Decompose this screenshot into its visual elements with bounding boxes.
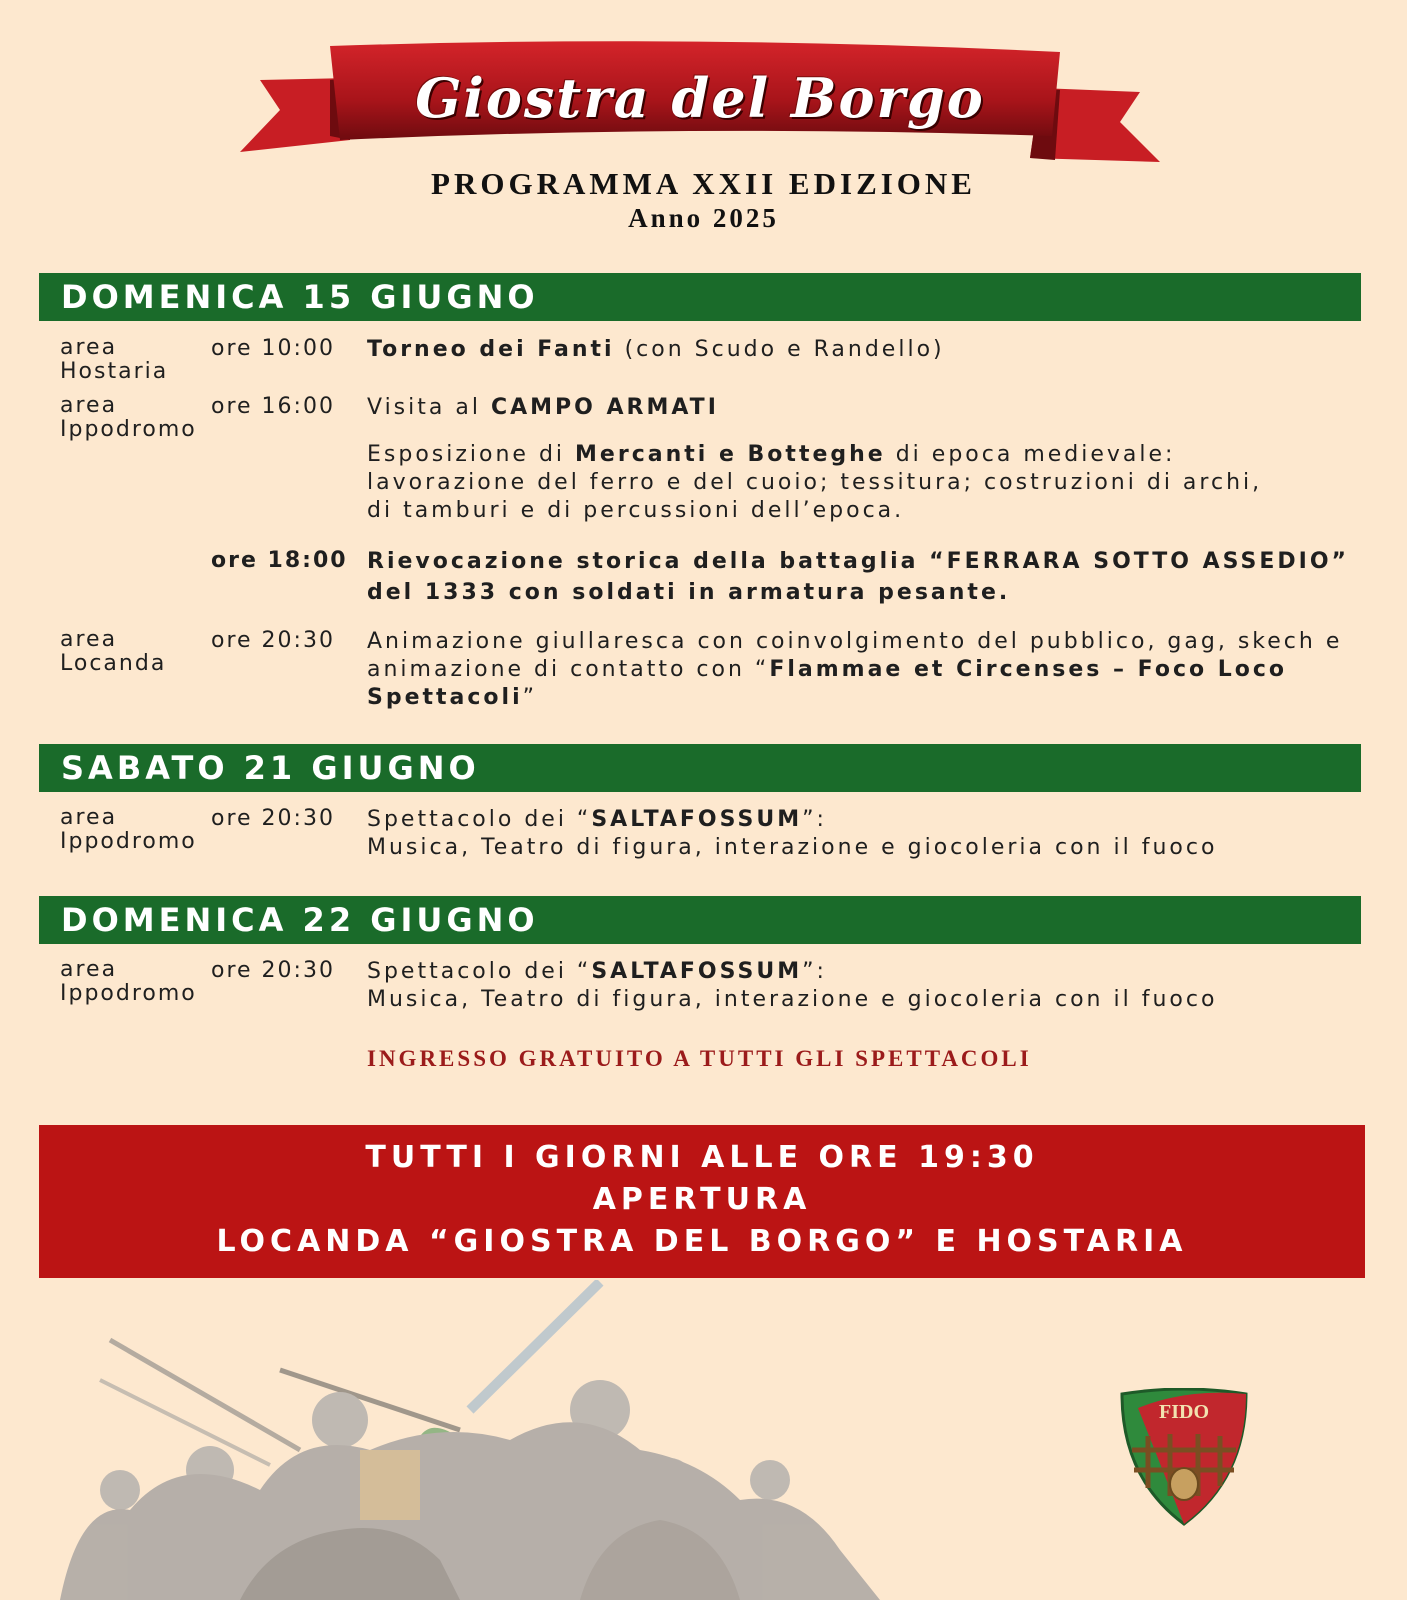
desc-text: di epoca medievale: xyxy=(885,442,1176,467)
event-area xyxy=(60,394,197,442)
desc-line: Rievocazione storica della battaglia “FERRARA SOTTO ASSEDIO” xyxy=(367,549,1350,574)
desc-line: Musica, Teatro di figura, interazione e giocoleria con il fuoco xyxy=(367,835,1218,860)
fido-crest-logo xyxy=(1118,1388,1250,1528)
event-description xyxy=(367,546,1357,608)
area-label: area xyxy=(60,805,118,830)
area-name: Ippodromo xyxy=(60,829,197,854)
program-year: Anno 2025 xyxy=(628,203,779,233)
desc-line: di tamburi e di percussioni dell’epoca. xyxy=(367,498,905,523)
event-time: ore 10:00 xyxy=(211,336,335,361)
event-text: Visita al xyxy=(367,395,491,420)
desc-bold: Flammae et Circenses – Foco Loco xyxy=(769,657,1288,682)
free-entry-note: INGRESSO GRATUITO A TUTTI GLI SPETTACOLI xyxy=(367,1046,1032,1071)
area-name: Ippodromo xyxy=(60,981,197,1006)
event-time: ore 18:00 xyxy=(211,548,348,573)
event-description xyxy=(367,394,1357,422)
area-name: Ippodromo xyxy=(60,417,197,442)
area-name: Hostaria xyxy=(60,359,169,384)
title-banner xyxy=(240,40,1160,170)
area-name: Locanda xyxy=(60,651,167,676)
desc-text: ”: xyxy=(802,959,827,984)
desc-line: lavorazione del ferro e del cuoio; tessitura; costruzioni di archi, xyxy=(367,470,1263,495)
day-header-21-giugno: SABATO 21 GIUGNO xyxy=(39,744,1361,792)
event-description xyxy=(367,806,1357,862)
notice-line: TUTTI I GIORNI ALLE ORE 19:30 xyxy=(365,1140,1039,1175)
desc-text: Spettacolo dei “ xyxy=(367,959,592,984)
event-description xyxy=(367,628,1357,712)
crest-label: FIDO xyxy=(1159,1401,1209,1423)
banner-title: Giostra del Borgo xyxy=(415,66,985,130)
desc-bold: SALTAFOSSUM xyxy=(591,959,803,984)
desc-text: ”: xyxy=(802,807,827,832)
desc-line: del 1333 con soldati in armatura pesante. xyxy=(367,580,1011,605)
opening-notice xyxy=(39,1125,1365,1278)
event-description xyxy=(367,336,1357,364)
event-description xyxy=(367,441,1357,525)
desc-text: ” xyxy=(522,685,538,710)
area-label: area xyxy=(60,335,118,360)
day-header-15-giugno: DOMENICA 15 GIUGNO xyxy=(39,273,1361,321)
program-title: PROGRAMMA XXII EDIZIONE xyxy=(431,166,976,201)
event-title: Torneo dei Fanti xyxy=(367,337,615,362)
event-area xyxy=(60,806,197,854)
event-title: CAMPO ARMATI xyxy=(490,395,719,420)
desc-bold: SALTAFOSSUM xyxy=(591,807,803,832)
knights-battle-image xyxy=(40,1280,880,1600)
notice-line: APERTURA xyxy=(592,1182,812,1217)
area-label: area xyxy=(60,957,118,982)
event-time: ore 20:30 xyxy=(211,958,335,983)
event-time: ore 20:30 xyxy=(211,806,335,831)
area-label: area xyxy=(60,627,118,652)
desc-text: Spettacolo dei “ xyxy=(367,807,592,832)
event-time: ore 16:00 xyxy=(211,394,335,419)
desc-bold: Mercanti e Botteghe xyxy=(575,442,886,467)
desc-line: Animazione giullaresca con coinvolgimento del pubblico, gag, skech e xyxy=(367,629,1343,654)
desc-line: Musica, Teatro di figura, interazione e giocoleria con il fuoco xyxy=(367,987,1218,1012)
desc-bold: Spettacoli xyxy=(367,685,523,710)
event-area xyxy=(60,336,168,384)
notice-line: LOCANDA “GIOSTRA DEL BORGO” E HOSTARIA xyxy=(216,1224,1188,1259)
event-area xyxy=(60,628,166,676)
desc-text: animazione di contatto con “ xyxy=(367,657,770,682)
event-area xyxy=(60,958,197,1006)
event-time: ore 20:30 xyxy=(211,628,335,653)
area-label: area xyxy=(60,393,118,418)
day-header-22-giugno: DOMENICA 22 GIUGNO xyxy=(39,896,1361,944)
event-description xyxy=(367,958,1357,1014)
event-note: (con Scudo e Randello) xyxy=(614,337,945,362)
desc-text: Esposizione di xyxy=(367,442,576,467)
